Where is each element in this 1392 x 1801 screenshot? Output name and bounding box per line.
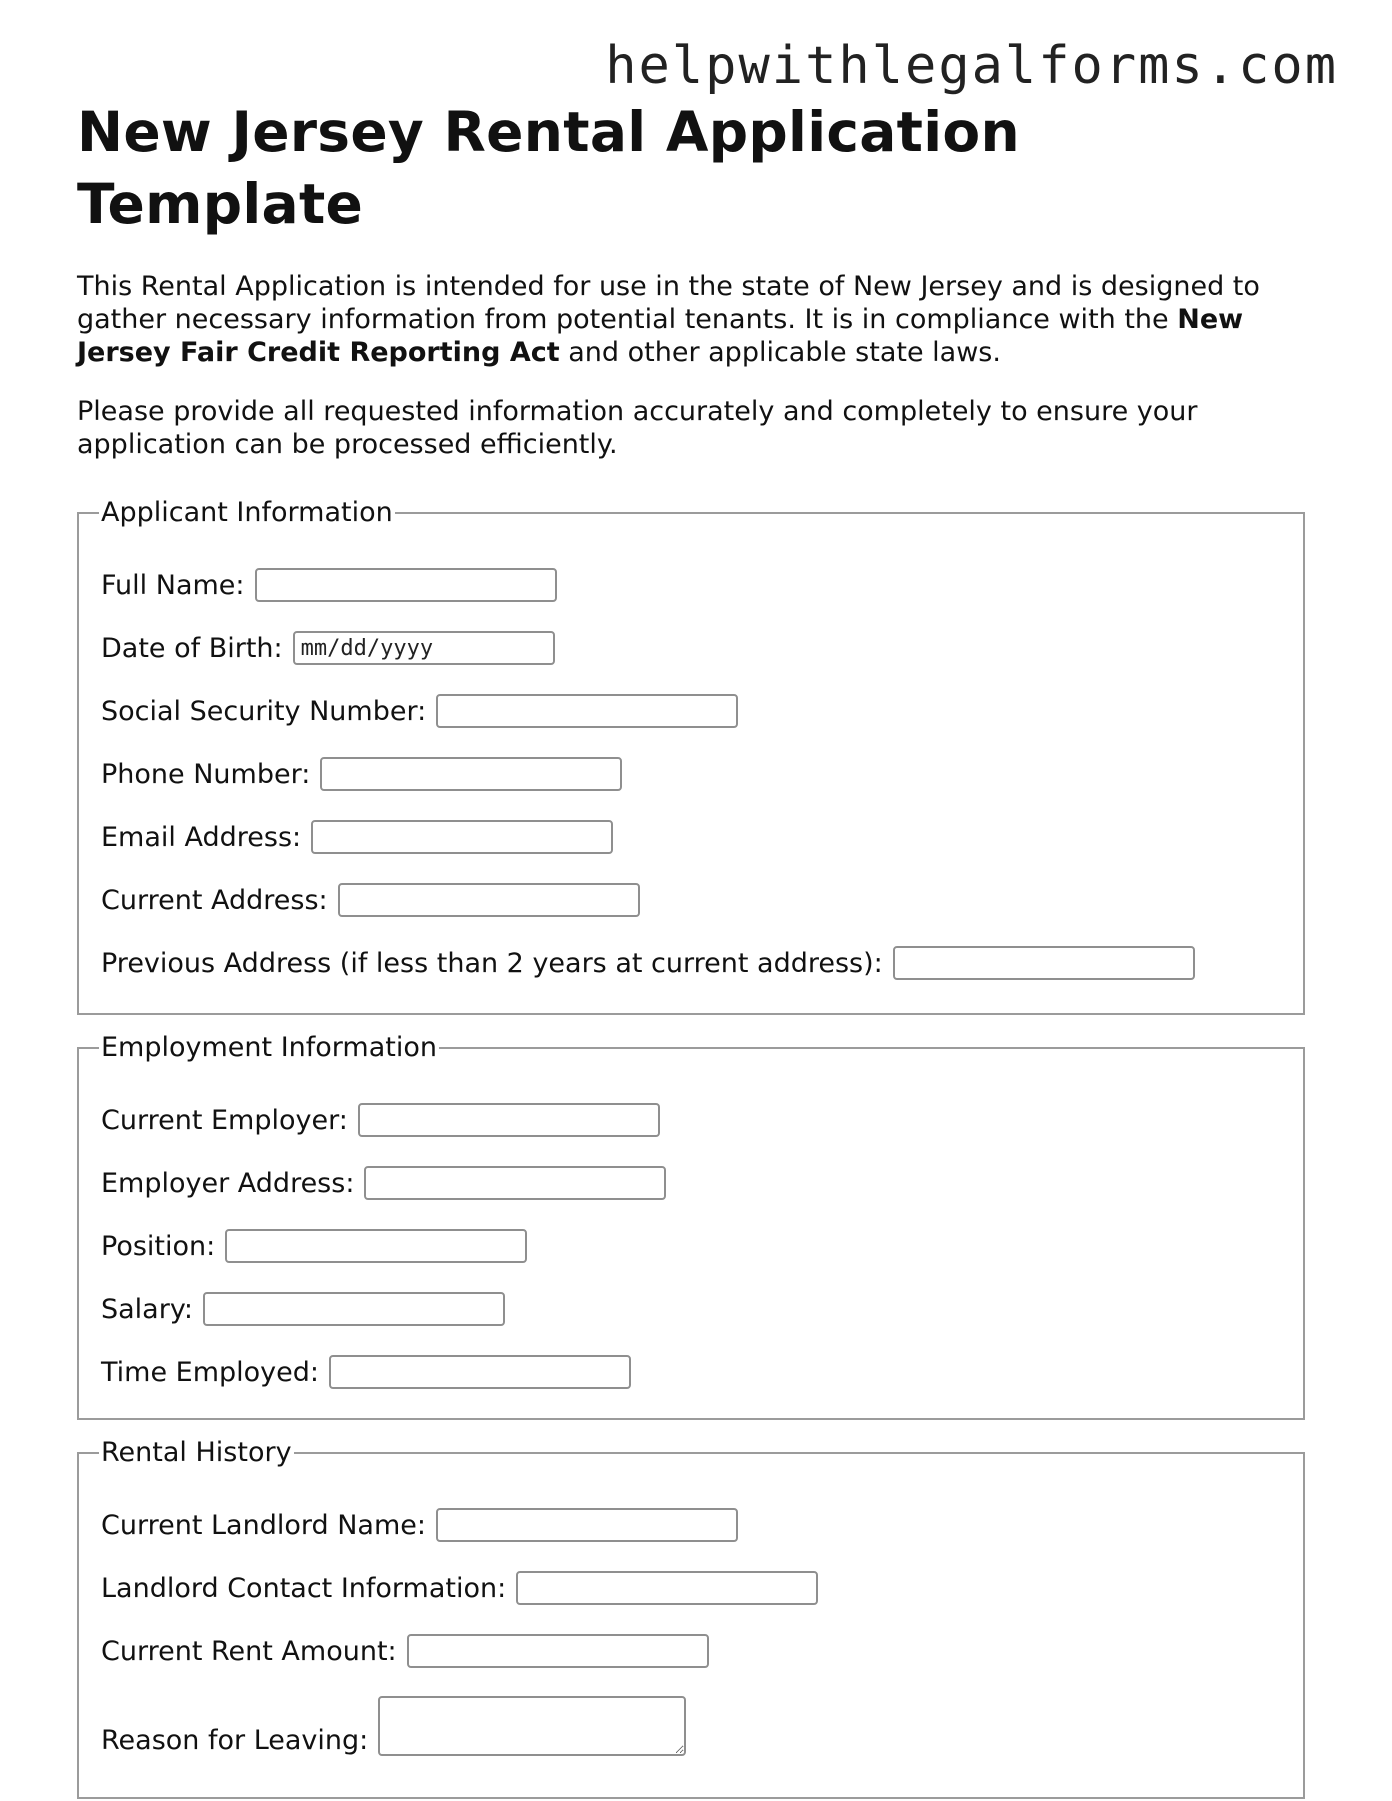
salary-label: Salary: <box>101 1293 193 1325</box>
current-address-input[interactable] <box>338 883 640 917</box>
email-input[interactable] <box>311 820 613 854</box>
full-name-input[interactable] <box>255 568 557 602</box>
position-input[interactable] <box>225 1229 527 1263</box>
ssn-label: Social Security Number: <box>101 695 427 727</box>
full-name-label: Full Name: <box>101 569 245 601</box>
previous-address-label: Previous Address (if less than 2 years at current address): <box>101 947 883 979</box>
email-row <box>101 819 1281 855</box>
rent-amount-input[interactable] <box>407 1634 709 1668</box>
current-address-row <box>101 882 1281 918</box>
time-employed-row <box>101 1354 1281 1390</box>
ssn-input[interactable] <box>436 694 738 728</box>
full-name-row <box>101 567 1281 603</box>
page-title: New Jersey Rental Application Template <box>77 100 1020 236</box>
employer-address-row <box>101 1165 1281 1201</box>
current-address-label: Current Address: <box>101 884 328 916</box>
position-label: Position: <box>101 1230 216 1262</box>
time-employed-label: Time Employed: <box>101 1356 320 1388</box>
date-of-birth-label: Date of Birth: <box>101 632 283 664</box>
reason-for-leaving-row <box>101 1696 1281 1756</box>
salary-input[interactable] <box>203 1292 505 1326</box>
employment-information-section <box>77 1032 1305 1420</box>
intro-law-name: New Jersey Fair Credit Reporting Act <box>77 304 1244 368</box>
previous-address-row <box>101 945 1281 981</box>
phone-label: Phone Number: <box>101 758 311 790</box>
landlord-contact-row <box>101 1570 1281 1606</box>
rent-amount-row <box>101 1633 1281 1669</box>
employer-address-label: Employer Address: <box>101 1167 355 1199</box>
landlord-name-label: Current Landlord Name: <box>101 1509 426 1541</box>
intro-paragraph <box>77 270 1305 369</box>
landlord-contact-input[interactable] <box>516 1571 818 1605</box>
instructions-paragraph: Please provide all requested information accurately and completely to ensure your application can be processed efficiently. <box>77 396 1198 460</box>
employer-address-input[interactable] <box>364 1166 666 1200</box>
landlord-name-input[interactable] <box>436 1508 738 1542</box>
rent-amount-label: Current Rent Amount: <box>101 1635 397 1667</box>
salary-row <box>101 1291 1281 1327</box>
landlord-name-row <box>101 1507 1281 1543</box>
reason-for-leaving-label: Reason for Leaving: <box>101 1725 369 1756</box>
reason-for-leaving-textarea[interactable] <box>378 1696 686 1756</box>
form-page <box>77 96 1305 1799</box>
ssn-row <box>101 693 1281 729</box>
phone-input[interactable] <box>320 757 622 791</box>
current-employer-input[interactable] <box>358 1103 660 1137</box>
phone-row <box>101 756 1281 792</box>
employment-section-legend: Employment Information <box>101 1032 437 1063</box>
current-employer-label: Current Employer: <box>101 1104 348 1136</box>
applicant-section-legend: Applicant Information <box>101 497 393 528</box>
previous-address-input[interactable] <box>893 946 1195 980</box>
date-of-birth-input[interactable] <box>293 631 555 665</box>
intro-text-end: and other applicable state laws. <box>559 337 1001 368</box>
applicant-information-section <box>77 497 1305 1015</box>
rental-section-legend: Rental History <box>101 1437 292 1468</box>
landlord-contact-label: Landlord Contact Information: <box>101 1572 507 1604</box>
email-label: Email Address: <box>101 821 302 853</box>
rental-history-section <box>77 1437 1305 1799</box>
time-employed-input[interactable] <box>329 1355 631 1389</box>
current-employer-row <box>101 1102 1281 1138</box>
date-of-birth-row <box>101 630 1281 666</box>
intro-text-start: This Rental Application is intended for use in the state of New Jersey and is designed to gather necessary information from potential tenants. It is in compliance with the <box>77 271 1260 335</box>
site-watermark: helpwithlegalforms.com <box>605 36 1338 96</box>
position-row <box>101 1228 1281 1264</box>
